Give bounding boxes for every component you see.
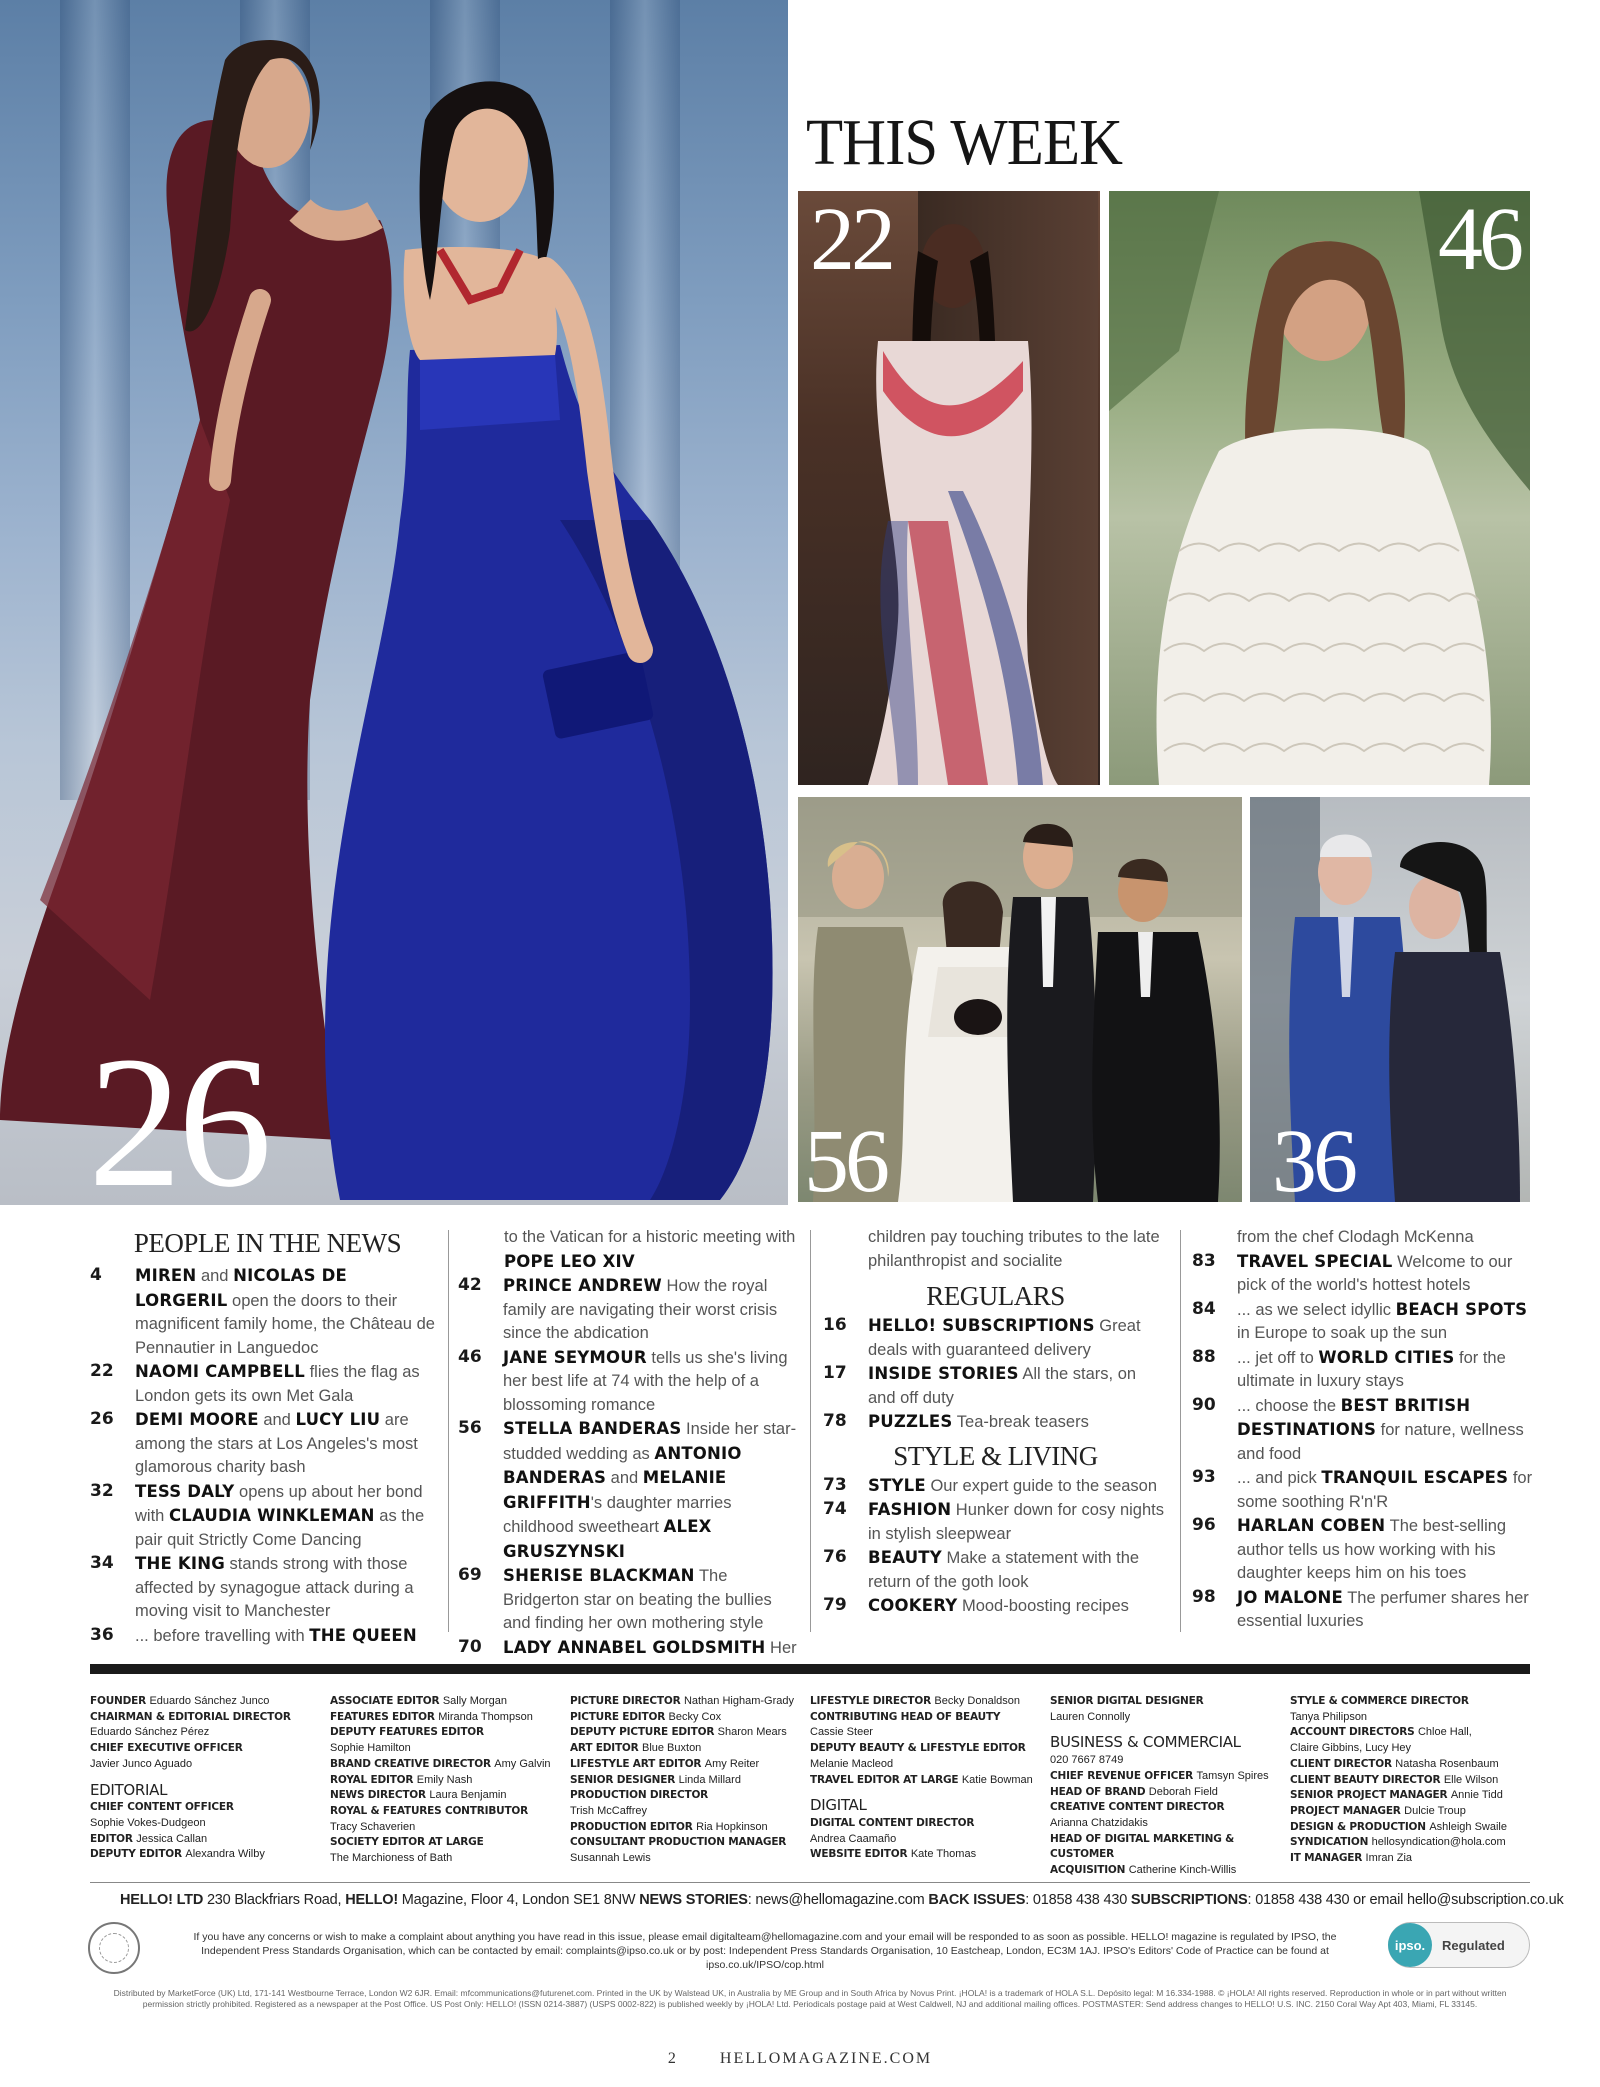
masthead-credit (1050, 1694, 1280, 1710)
contents-page-number: 36 (90, 1624, 114, 1645)
masthead-role: SENIOR DIGITAL DESIGNER (1050, 1695, 1204, 1707)
masthead-credit (330, 1741, 560, 1757)
photo-22-page-number: 22 (810, 191, 892, 289)
contents-continuation: to the Vatican for a historic meeting with POPE LEO XIV (504, 1228, 796, 1271)
contents-entry-text: ... before travelling with THE QUEEN (135, 1625, 417, 1645)
contents-entry-text: SHERISE BLACKMAN The Bridgerton star on beating the bullies and finding her own mothering style (503, 1566, 772, 1632)
masthead-role: DEPUTY PICTURE EDITOR (570, 1726, 718, 1739)
masthead-credit (330, 1757, 560, 1773)
masthead-role: CHIEF CONTENT OFFICER (90, 1801, 234, 1814)
masthead-person: Laura Benjamin (429, 1789, 507, 1802)
contents-entry-text: INSIDE STORIES All the stars, on and off duty (868, 1364, 1137, 1407)
contents-entry-text: THE KING stands strong with those affected by synagogue attack during a moving visit to Manchester (135, 1554, 414, 1620)
masthead-credit (1290, 1725, 1520, 1741)
masthead-person: Tracy Schaverien (330, 1820, 416, 1833)
masthead-person: Emily Nash (416, 1773, 473, 1786)
masthead-column (90, 1694, 320, 1863)
masthead-person: Deborah Field (1148, 1785, 1218, 1798)
contents-entry-text: TESS DALY opens up about her bond with CLAUDIA WINKLEMAN as the pair quit Strictly Come Dancing (135, 1481, 425, 1549)
masthead-role: DEPUTY EDITOR (90, 1848, 186, 1861)
contents-page-number: 17 (823, 1363, 847, 1383)
contents-entry-text: COOKERY Mood-boosting recipes (868, 1596, 1129, 1615)
contents-continuation: from the chef Clodagh McKenna (1237, 1228, 1474, 1246)
contents-entry-text: JO MALONE The perfumer shares her essential luxuries (1237, 1587, 1529, 1630)
masthead-person: Andrea Caamaño (810, 1832, 897, 1845)
masthead-credit (570, 1710, 800, 1726)
distribution-notice: Distributed by MarketForce (UK) Ltd, 171-141 Westbourne Terrace, London W2 6JR. Email: mfcommunications@futurenet.com. Printed in the UK by Walstead UK, in Australia by ME Group and in South Africa by Novus Print. ¡HOLA! is a trademark of HOLA S.L. Depósito legal: M 16.334-1988. © ¡HOLA! All rights reserved. Reproduction in whole or in part without written permission strictly prohibited. Registered as a newspaper at the Post Office. US Post Only: HELLO! (ISSN 0214-3887) (USPS 0002-822) is published weekly by ¡HOLA! Ltd. Periodicals postage paid at West Caldwell, NJ and additional mailing offices. POSTMASTER: Send address changes to HELLO! U.S. INC. 2150 Coral Way Apt 403, Miami, FL 33145. (113, 1988, 1507, 2009)
masthead-credit (1050, 1753, 1280, 1769)
contents-entry-text: FASHION Hunker down for cosy nights in stylish sleepwear (868, 1500, 1164, 1543)
masthead-person: Nathan Higham-Grady (683, 1695, 794, 1707)
contents-entry-text: ... choose the BEST BRITISH DESTINATIONS for nature, wellness and food (1237, 1395, 1524, 1463)
masthead-credit (330, 1851, 560, 1867)
masthead-role: PICTURE EDITOR (570, 1710, 669, 1723)
masthead-credit (810, 1757, 1040, 1773)
contents-page-number: 69 (458, 1565, 482, 1585)
masthead-credit (570, 1757, 800, 1773)
masthead-role: DESIGN & PRODUCTION (1290, 1820, 1430, 1833)
contents-entry (458, 1564, 803, 1636)
masthead-role: PRODUCTION EDITOR (570, 1820, 697, 1833)
masthead-credit (570, 1694, 800, 1710)
photo-56-page-number: 56 (804, 1112, 886, 1202)
masthead-role: PROJECT MANAGER (1290, 1804, 1405, 1817)
masthead-person: Eduardo Sánchez Junco (149, 1695, 270, 1707)
masthead-credit (1290, 1820, 1520, 1836)
masthead-credit (330, 1725, 560, 1741)
contents-page-number: 32 (90, 1480, 114, 1501)
photo-46-page-number: 46 (1438, 191, 1520, 289)
contents-entry (458, 1417, 803, 1564)
contents-entry (823, 1498, 1168, 1546)
masthead-role: DIGITAL CONTENT DIRECTOR (810, 1816, 975, 1829)
masthead-column (1290, 1694, 1520, 1867)
contents-entry-text: ... and pick TRANQUIL ESCAPES for some soothing R'n'R (1237, 1468, 1533, 1511)
masthead-person: Amy Reiter (704, 1757, 760, 1770)
masthead-person: Natasha Rosenbaum (1395, 1757, 1499, 1770)
masthead-credit (90, 1725, 320, 1741)
masthead-column (570, 1694, 800, 1867)
contents-column-1 (90, 1226, 435, 1648)
masthead-person: Linda Millard (678, 1773, 741, 1786)
contents-list-features (458, 1274, 803, 1660)
contact-line: HELLO! LTD 230 Blackfriars Road, HELLO! Magazine, Floor 4, London SE1 8NW NEWS STORIES: news@hellomagazine.com BACK ISSUES: 01858 438 430 SUBSCRIPTIONS: 01858 438 430 or email hello@subscription.co.uk (120, 1892, 1564, 1908)
contents-entry (458, 1636, 803, 1661)
masthead-person: Javier Junco Aguado (90, 1757, 193, 1770)
contents-entry (458, 1274, 803, 1346)
masthead-person: Imran Zia (1365, 1852, 1413, 1865)
contents-entry (90, 1552, 435, 1624)
contents-entry-text: LADY ANNABEL GOLDSMITH Her (503, 1637, 797, 1657)
masthead-person: Cassie Steer (810, 1726, 873, 1739)
contents-entry (823, 1474, 1168, 1499)
contents-entry (1192, 1394, 1537, 1467)
contents-entry-text: JANE SEYMOUR tells us she's living her best life at 74 with the help of a blossoming romance (503, 1347, 788, 1414)
masthead-role: FEATURES EDITOR (330, 1710, 439, 1723)
contents-entry-text: STYLE Our expert guide to the season (868, 1475, 1158, 1495)
masthead-credit (570, 1851, 800, 1867)
contents-entry-text: NAOMI CAMPBELL flies the flag as London gets its own Met Gala (135, 1362, 420, 1405)
masthead-credit (330, 1820, 560, 1836)
contents-entry (1192, 1514, 1537, 1586)
masthead-person: Ashleigh Swaile (1429, 1820, 1507, 1833)
contents-entry (823, 1410, 1168, 1435)
masthead-role: ACQUISITION (1050, 1864, 1129, 1877)
masthead-credit (810, 1694, 1040, 1710)
complaints-notice: If you have any concerns or wish to make a complaint about anything you have read in this issue, please email digitalteam@hellomagazine.com and your email will be responded to as soon as possible. HELLO! magazine is regulated by IPSO, the Independent Press Standards Organisation, which can be contacted by email: complaints@ipso.co.uk or by post: Independent Press Standards Organisation, 10 Eastcheap, London, EC3M 1AJ. IPSO's Editors' Code of Practice can be found at ipso.co.uk/IPSO/cop.html (193, 1931, 1337, 1971)
masthead-role: LIFESTYLE ART EDITOR (570, 1757, 705, 1770)
masthead-credit (1290, 1835, 1520, 1851)
masthead-credit (570, 1741, 800, 1757)
masthead-credit (1290, 1788, 1520, 1804)
masthead-credit (1050, 1785, 1280, 1801)
masthead-role: ASSOCIATE EDITOR (330, 1695, 443, 1707)
masthead-credit (90, 1832, 320, 1848)
masthead-top-rule (90, 1664, 1530, 1674)
masthead-role: CHIEF REVENUE OFFICER (1050, 1769, 1197, 1782)
masthead-person: Trish McCaffrey (570, 1804, 648, 1817)
contents-page-number: 78 (823, 1411, 847, 1431)
masthead-heading: EDITORIAL (90, 1780, 168, 1799)
contents-list-style (823, 1474, 1168, 1619)
ipso-logo: ipso. (1388, 1923, 1432, 1967)
masthead-person: Becky Cox (668, 1710, 722, 1723)
photo-king-and-queen (1250, 797, 1530, 1202)
contents-page-number: 56 (458, 1418, 482, 1438)
masthead-credit (1050, 1710, 1280, 1726)
contents-entry (90, 1264, 435, 1360)
contents-entry (90, 1408, 435, 1480)
contents-page-number: 70 (458, 1636, 482, 1657)
masthead-credit (570, 1820, 800, 1836)
masthead-role: PICTURE DIRECTOR (570, 1695, 684, 1707)
masthead-role: CHIEF EXECUTIVE OFFICER (90, 1742, 243, 1755)
masthead-column (810, 1694, 1040, 1863)
masthead-person: Sally Morgan (442, 1695, 508, 1707)
masthead-person: Dulcie Troup (1404, 1804, 1466, 1817)
masthead-heading: BUSINESS & COMMERCIAL (1050, 1733, 1241, 1752)
masthead-role: SOCIETY EDITOR AT LARGE (330, 1836, 484, 1849)
contents-page-number: 42 (458, 1275, 482, 1295)
masthead-credit (810, 1710, 1040, 1726)
masthead-credit (1290, 1851, 1520, 1867)
contents-column-3 (823, 1226, 1168, 1619)
masthead-credit (810, 1773, 1040, 1789)
masthead-person: Lauren Connolly (1050, 1710, 1131, 1723)
masthead-person: 020 7667 8749 (1050, 1754, 1124, 1767)
masthead-credit (1050, 1816, 1280, 1832)
masthead-credit (570, 1835, 800, 1851)
contents-page-number: 79 (823, 1595, 847, 1615)
masthead-credit (1290, 1804, 1520, 1820)
masthead-person: Chloe Hall, (1417, 1726, 1472, 1739)
masthead-person: Jessica Callan (136, 1832, 208, 1845)
masthead-role: SYNDICATION (1290, 1836, 1372, 1849)
masthead-person: Catherine Kinch-Willis (1128, 1864, 1237, 1877)
masthead-role: PRODUCTION DIRECTOR (570, 1789, 709, 1802)
contents-entry-text: MIREN and NICOLAS DE LORGERIL open the doors to their magnificent family home, the Château de Pennautier in Languedoc (135, 1266, 435, 1357)
contents-page-number: 88 (1192, 1346, 1216, 1367)
column-divider (1180, 1230, 1181, 1632)
masthead-role: EDITOR (90, 1832, 137, 1845)
masthead-role: HEAD OF DIGITAL MARKETING & CUSTOMER (1050, 1832, 1235, 1861)
masthead-credit (1050, 1800, 1280, 1816)
contents-entry-text: ... jet off to WORLD CITIES for the ultimate in luxury stays (1237, 1347, 1506, 1390)
masthead-credit (90, 1710, 320, 1726)
contents-entry-text: STELLA BANDERAS Inside her star-studded wedding as ANTONIO BANDERAS and MELANIE GRIFFITH's daughter marries childhood sweetheart ALEX GRUSZYNSKI (503, 1419, 797, 1561)
contents-column-2 (458, 1226, 803, 1660)
contents-page-number: 90 (1192, 1394, 1216, 1415)
masthead-person: Katie Bowman (961, 1773, 1033, 1786)
masthead-role: CHAIRMAN & EDITORIAL DIRECTOR (90, 1710, 291, 1723)
contents-list-regulars (823, 1314, 1168, 1435)
photo-stella-banderas-wedding (798, 797, 1242, 1202)
masthead-role: FOUNDER (90, 1695, 150, 1707)
masthead-credit (1290, 1757, 1520, 1773)
contents-page-number: 98 (1192, 1586, 1216, 1607)
contents-entry (823, 1594, 1168, 1619)
contents-entry (90, 1480, 435, 1553)
masthead-credit (90, 1816, 320, 1832)
contents-entry (90, 1360, 435, 1408)
photo-36-page-number: 36 (1272, 1112, 1354, 1202)
masthead-role: IT MANAGER (1290, 1852, 1366, 1865)
masthead-credit (1290, 1741, 1520, 1757)
page-number: 2 (667, 2050, 678, 2067)
masthead-role: CLIENT BEAUTY DIRECTOR (1290, 1773, 1444, 1786)
contents-page-number: 83 (1192, 1250, 1216, 1271)
masthead-role: ACCOUNT DIRECTORS (1290, 1726, 1418, 1739)
masthead-credit (810, 1847, 1040, 1863)
contents-page-number: 84 (1192, 1298, 1216, 1319)
masthead-credit (570, 1804, 800, 1820)
contents-entry (1192, 1586, 1537, 1634)
masthead-credit (570, 1725, 800, 1741)
masthead-role: SENIOR DESIGNER (570, 1773, 679, 1786)
masthead-credit (90, 1847, 320, 1863)
photo-jane-seymour (1109, 191, 1530, 785)
masthead-person: Blue Buxton (641, 1742, 702, 1755)
contents-page-number: 46 (458, 1346, 482, 1367)
contents-entry (823, 1314, 1168, 1362)
masthead-role: CLIENT DIRECTOR (1290, 1757, 1396, 1770)
hello-circular-logo (88, 1922, 140, 1974)
masthead-role: TRAVEL EDITOR AT LARGE (810, 1773, 962, 1786)
masthead-heading: DIGITAL (810, 1796, 867, 1815)
masthead-credit (330, 1788, 560, 1804)
contents-page-number: 22 (90, 1361, 114, 1381)
contents-entry (1192, 1250, 1537, 1298)
contents-column-4 (1192, 1226, 1537, 1634)
photo-naomi-campbell (798, 191, 1100, 785)
masthead-person: Sophie Hamilton (330, 1742, 411, 1755)
main-photo-page-number: 26 (88, 1017, 268, 1205)
masthead-credit (90, 1800, 320, 1816)
masthead-credit (90, 1741, 320, 1757)
column-divider (448, 1230, 449, 1632)
masthead-person: Miranda Thompson (438, 1710, 533, 1723)
masthead-role: CONTRIBUTING HEAD OF BEAUTY (810, 1710, 1001, 1723)
masthead-role: ROYAL & FEATURES CONTRIBUTOR (330, 1804, 529, 1817)
contents-page-number: 73 (823, 1474, 847, 1495)
contents-entry (1192, 1466, 1537, 1514)
contents-page-number: 74 (823, 1499, 847, 1519)
section-heading-people-in-the-news: PEOPLE IN THE NEWS (133, 1228, 402, 1258)
masthead-role: ART EDITOR (570, 1742, 642, 1755)
masthead-credit (90, 1694, 320, 1710)
ipso-regulated-badge (1388, 1922, 1530, 1968)
masthead-person: Sophie Vokes-Dudgeon (90, 1816, 206, 1829)
contents-entry (823, 1546, 1168, 1594)
masthead-credit (570, 1773, 800, 1789)
masthead-role: DEPUTY FEATURES EDITOR (330, 1726, 484, 1739)
masthead-credit (330, 1835, 560, 1851)
masthead-person: Amy Galvin (494, 1757, 551, 1770)
masthead-role: ROYAL EDITOR (330, 1773, 417, 1786)
masthead-person: Alexandra Wilby (185, 1848, 265, 1861)
masthead-credit (1290, 1773, 1520, 1789)
masthead-person: Claire Gibbins, Lucy Hey (1290, 1742, 1412, 1755)
ipso-label: Regulated (1442, 1937, 1505, 1953)
contents-page-number: 96 (1192, 1515, 1216, 1535)
contents-entry (1192, 1346, 1537, 1394)
masthead-role: CREATIVE CONTENT DIRECTOR (1050, 1801, 1225, 1814)
contents-page-number: 93 (1192, 1467, 1216, 1487)
masthead-person: Eduardo Sánchez Pérez (90, 1726, 210, 1739)
main-photo-demi-moore-lucy-liu (0, 0, 788, 1205)
masthead-credit (1290, 1710, 1520, 1726)
masthead-person: Ria Hopkinson (696, 1820, 768, 1833)
masthead-credit (810, 1832, 1040, 1848)
section-heading-regulars: REGULARS (926, 1281, 1065, 1311)
page-footer (0, 2050, 1600, 2068)
contents-page-number: 4 (90, 1265, 102, 1285)
masthead-role: LIFESTYLE DIRECTOR (810, 1695, 935, 1707)
contents-entry-text: HARLAN COBEN The best-selling author tells us how working with his daughter keeps him on his toes (1237, 1516, 1507, 1582)
contents-entry-text: PRINCE ANDREW How the royal family are navigating their worst crisis since the abdication (503, 1276, 778, 1342)
masthead-credit (330, 1804, 560, 1820)
masthead-role: CONSULTANT PRODUCTION MANAGER (570, 1836, 787, 1849)
contents-entry (823, 1362, 1168, 1410)
masthead-person: Tamsyn Spires (1196, 1769, 1269, 1782)
masthead-column (1050, 1694, 1280, 1879)
masthead-credit (1050, 1769, 1280, 1785)
contents-page-number: 34 (90, 1553, 114, 1573)
masthead-role: STYLE & COMMERCE DIRECTOR (1290, 1695, 1469, 1707)
page-title: THIS WEEK (806, 106, 1123, 179)
masthead-credit (810, 1725, 1040, 1741)
masthead-credit (1050, 1863, 1280, 1879)
masthead-credit (570, 1788, 800, 1804)
masthead-credit (330, 1773, 560, 1789)
contents-list-people (90, 1264, 435, 1648)
contents-continuation: children pay touching tributes to the late philanthropist and socialite (868, 1228, 1160, 1270)
masthead-role: WEBSITE EDITOR (810, 1848, 911, 1861)
masthead-column (330, 1694, 560, 1867)
masthead-credit (1290, 1694, 1520, 1710)
masthead-person: Susannah Lewis (570, 1852, 651, 1865)
masthead-person: The Marchioness of Bath (330, 1852, 453, 1865)
contact-rule (90, 1882, 1530, 1883)
masthead-credit (1050, 1832, 1280, 1863)
contents-entry (90, 1624, 435, 1649)
contents-entry (458, 1346, 803, 1418)
masthead-role: SENIOR PROJECT MANAGER (1290, 1789, 1451, 1802)
masthead-person: Kate Thomas (910, 1848, 977, 1861)
contents-entry (1192, 1298, 1537, 1346)
contents-entry-text: BEAUTY Make a statement with the return of the goth look (868, 1548, 1140, 1591)
masthead-role: HEAD OF BRAND (1050, 1785, 1149, 1798)
masthead-person: Tanya Philipson (1290, 1710, 1368, 1723)
contents-list-travel (1192, 1250, 1537, 1634)
contents-page-number: 26 (90, 1409, 114, 1429)
contents-entry-text: TRAVEL SPECIAL Welcome to our pick of the world's hottest hotels (1237, 1251, 1513, 1294)
masthead-role: BRAND CREATIVE DIRECTOR (330, 1757, 495, 1770)
masthead-credit (330, 1694, 560, 1710)
masthead-person: Annie Tidd (1450, 1789, 1503, 1802)
masthead-person: Melanie Macleod (810, 1757, 894, 1770)
masthead-person: Becky Donaldson (934, 1695, 1021, 1707)
contents-entry-text: ... as we select idyllic BEACH SPOTS in Europe to soak up the sun (1237, 1299, 1528, 1342)
masthead-person: Sharon Mears (717, 1726, 787, 1739)
masthead-credit (90, 1757, 320, 1773)
masthead-person: hellosyndication@hola.com (1371, 1836, 1506, 1849)
masthead-credit (810, 1741, 1040, 1757)
masthead-role: NEWS DIRECTOR (330, 1789, 430, 1802)
website-link[interactable]: HELLOMAGAZINE.COM (719, 2050, 933, 2067)
contents-entry-text: PUZZLES Tea-break teasers (868, 1412, 1089, 1431)
column-divider (810, 1230, 811, 1632)
contents-entry-text: DEMI MOORE and LUCY LIU are among the stars at Los Angeles's most glamorous charity bash (135, 1410, 418, 1476)
masthead-person: Elle Wilson (1443, 1773, 1499, 1786)
contents-entry-text: HELLO! SUBSCRIPTIONS Great deals with guaranteed delivery (868, 1316, 1141, 1359)
masthead-role: DEPUTY BEAUTY & LIFESTYLE EDITOR (810, 1742, 1026, 1755)
contents-page-number: 76 (823, 1547, 847, 1567)
contents-page-number: 16 (823, 1315, 847, 1335)
section-heading-style-living: STYLE & LIVING (893, 1440, 1098, 1471)
masthead-person: Arianna Chatzidakis (1050, 1816, 1148, 1829)
masthead-credit (810, 1816, 1040, 1832)
masthead-credit (330, 1710, 560, 1726)
